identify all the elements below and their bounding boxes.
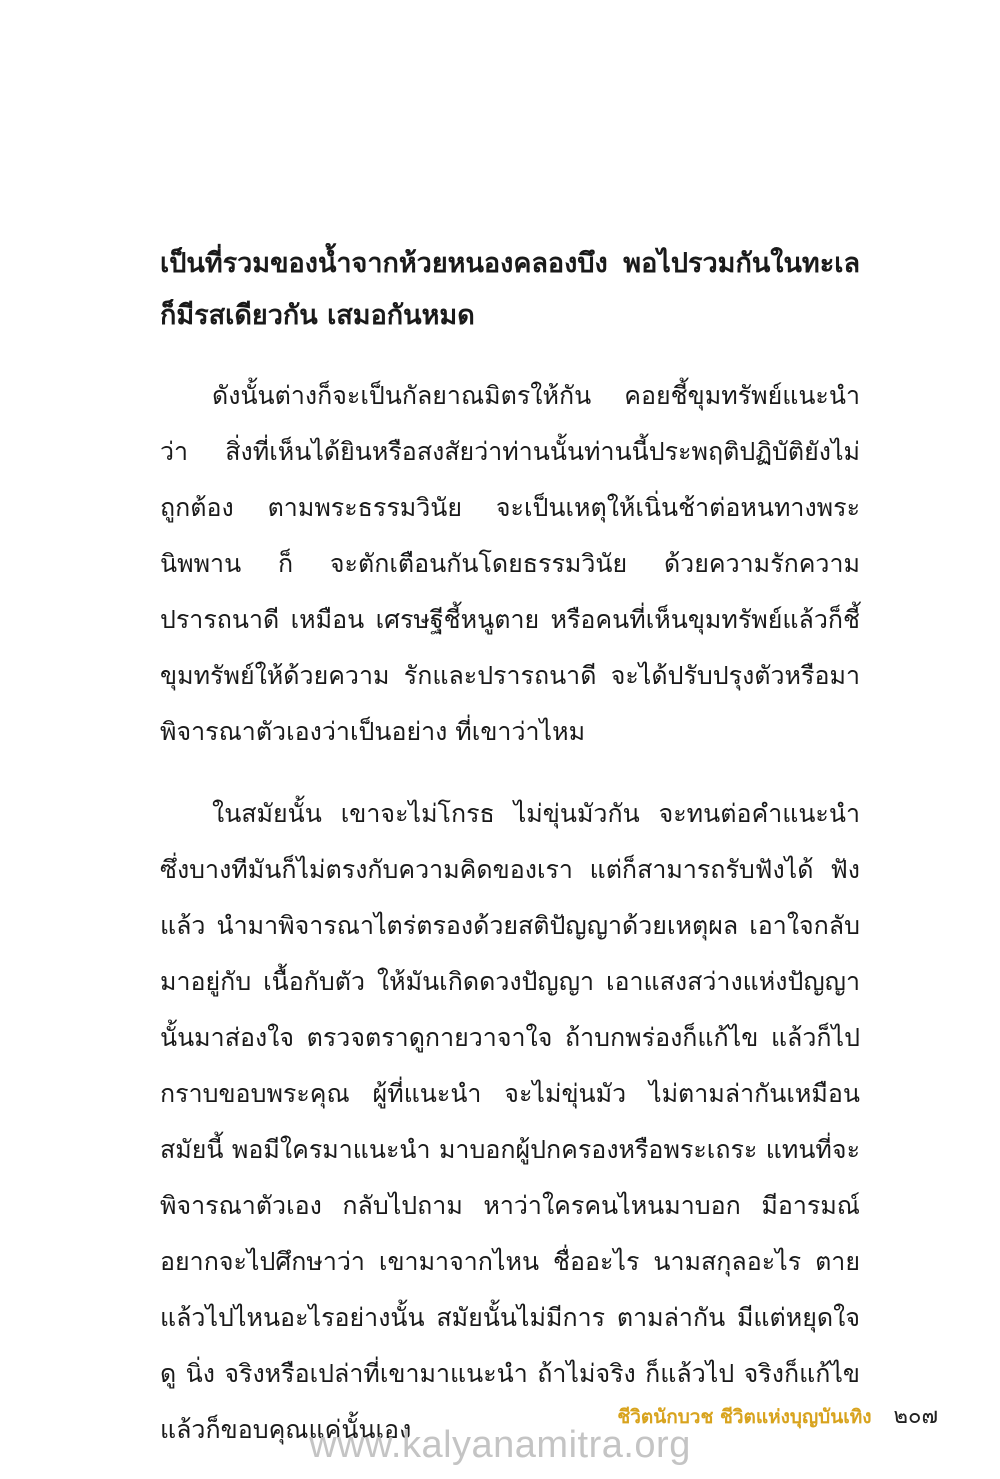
page-body xyxy=(160,238,860,1458)
watermark-url: www.kalyanamitra.org xyxy=(309,1424,691,1466)
page-number: ๒๐๗ xyxy=(893,1404,938,1429)
book-title: ชีวิตนักบวช ชีวิตแห่งบุญบันเทิง xyxy=(617,1406,872,1428)
body-paragraph: ดังนั้นต่างก็จะเป็นกัลยาณมิตรให้กัน คอยชี้ขุมทรัพย์แนะนำว่า สิ่งที่เห็นได้ยินหรือสงสัยว่าท่านนั้นท่านนี้ประพฤติปฏิบัติยังไม่ถูกต้อง ตามพระธรรมวินัย จะเป็นเหตุให้เนิ่นช้าต่อหนทางพระนิพพาน ก็ จะตักเตือนกันโดยธรรมวินัย ด้วยความรักความปรารถนาดี เหมือน เศรษฐีชี้หนูตาย หรือคนที่เห็นขุมทรัพย์แล้วก็ชี้ขุมทรัพย์ให้ด้วยความ รักและปรารถนาดี จะได้ปรับปรุงตัวหรือมาพิจารณาตัวเองว่าเป็นอย่าง ที่เขาว่าไหม xyxy=(160,381,860,746)
intro-bold-paragraph: เป็นที่รวมของน้ำจากห้วยหนองคลองบึง พอไปรวมกันในทะเล ก็มีรสเดียวกัน เสมอกันหมด xyxy=(160,248,860,331)
body-paragraph: ในสมัยนั้น เขาจะไม่โกรธ ไม่ขุ่นมัวกัน จะทนต่อคำแนะนำ ซึ่งบางทีมันก็ไม่ตรงกับความคิดของเรา แต่ก็สามารถรับฟังได้ ฟังแล้ว นำมาพิจารณาไตร่ตรองด้วยสติปัญญาด้วยเหตุผล เอาใจกลับมาอยู่กับ เนื้อกับตัว ให้มันเกิดดวงปัญญา เอาแสงสว่างแห่งปัญญานั้นมาส่องใจ ตรวจตราดูกายวาจาใจ ถ้าบกพร่องก็แก้ไข แล้วก็ไปกราบขอบพระคุณ ผู้ที่แนะนำ จะไม่ขุ่นมัว ไม่ตามล่ากันเหมือนสมัยนี้ พอมีใครมาแนะนำ มาบอกผู้ปกครองหรือพระเถระ แทนที่จะพิจารณาตัวเอง กลับไปถาม หาว่าใครคนไหนมาบอก มีอารมณ์อยากจะไปศึกษาว่า เขามาจากไหน ชื่ออะไร นามสกุลอะไร ตายแล้วไปไหนอะไรอย่างนั้น สมัยนั้นไม่มีการ ตามล่ากัน มีแต่หยุดใจดู นิ่ง จริงหรือเปล่าที่เขามาแนะนำ ถ้าไม่จริง ก็แล้วไป จริงก็แก้ไข แล้วก็ขอบคุณแค่นั้นเอง xyxy=(160,799,860,1444)
